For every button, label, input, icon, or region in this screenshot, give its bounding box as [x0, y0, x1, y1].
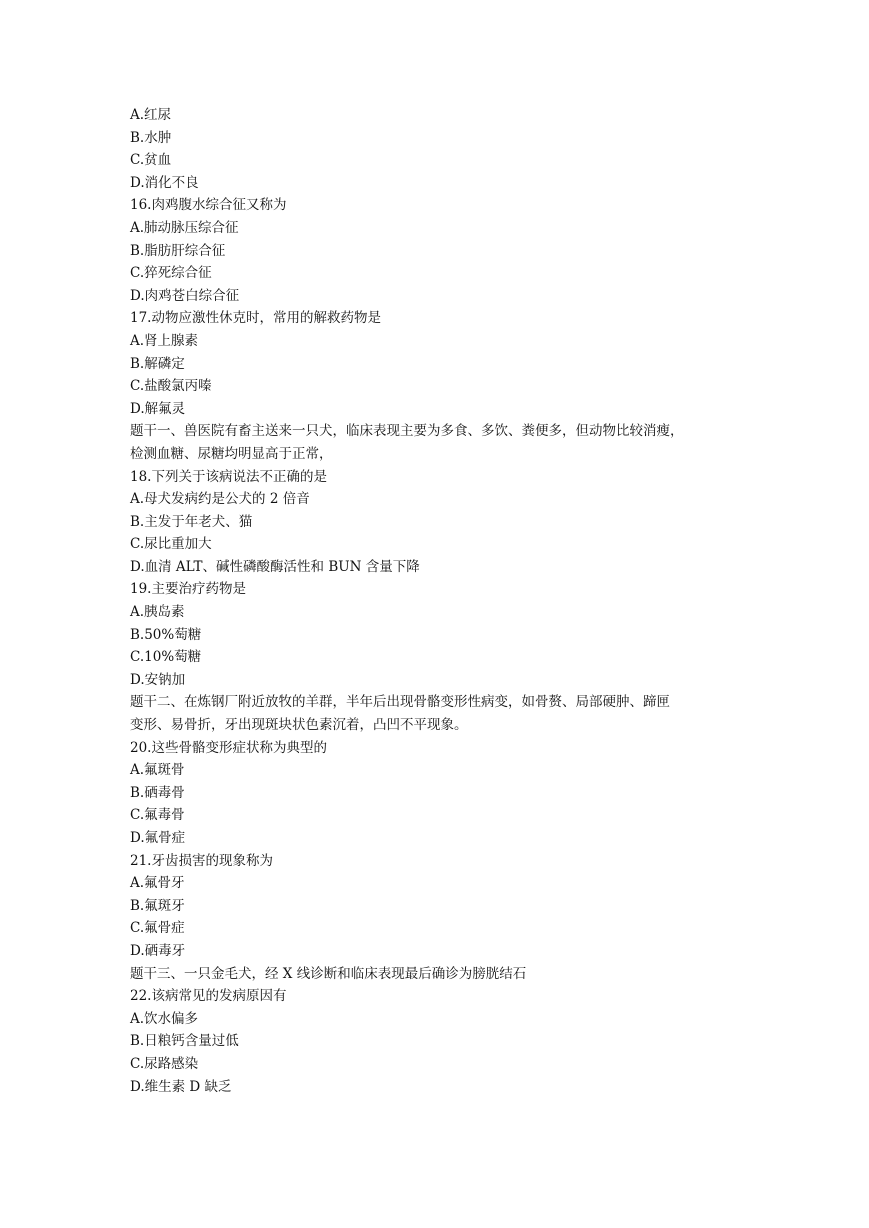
text-line: B.50%萄糖	[130, 626, 202, 643]
text-line: 题干一、兽医院有畜主送来一只犬，临床表现主要为多食、多饮、粪便多，但动物比较消瘦，	[130, 423, 684, 440]
text-line: B.解磷定	[130, 355, 185, 372]
text-line: A.氟骨牙	[130, 875, 185, 892]
text-line: 20.这些骨骼变形症状称为典型的	[130, 739, 327, 756]
text-line: 题干三、一只金毛犬，经 X 线诊断和临床表现最后确诊为膀胱结石	[130, 965, 527, 982]
text-line: 21.牙齿损害的现象称为	[130, 852, 273, 869]
text-line: D.消化不良	[130, 174, 199, 191]
text-line: D.硒毒牙	[130, 942, 186, 959]
text-line: 17.动物应激性休克时，常用的解救药物是	[130, 310, 381, 327]
text-line: D.维生素 D 缺乏	[130, 1078, 232, 1095]
text-line: 变形、易骨折，牙出现斑块状色素沉着，凸凹不平现象。	[130, 717, 468, 734]
text-line: C.10%萄糖	[130, 649, 202, 666]
text-line: C.氟骨症	[130, 920, 185, 937]
text-line: B.水肿	[130, 129, 172, 146]
text-line: 检测血糖、尿糖均明显高于正常，	[130, 445, 333, 462]
text-line: 题干二、在炼钢厂附近放牧的羊群，半年后出现骨骼变形性病变，如骨赘、局部硬肿、蹄匣	[130, 694, 670, 711]
text-line: C.尿路感染	[130, 1055, 199, 1072]
text-line: C.氟毒骨	[130, 807, 185, 824]
text-line: A.肾上腺素	[130, 332, 199, 349]
text-line: 22.该病常见的发病原因有	[130, 988, 287, 1005]
text-line: A.胰岛素	[130, 604, 185, 621]
text-line: B.氟斑牙	[130, 897, 185, 914]
text-line: A.母犬发病约是公犬的 2 倍音	[130, 491, 310, 508]
text-line: D.氟骨症	[130, 830, 186, 846]
text-line: B.脂肪肝综合征	[130, 242, 226, 259]
text-line: A.肺动脉压综合征	[130, 219, 239, 236]
text-line: B.日粮钙含量过低	[130, 1033, 239, 1050]
text-line: A.红尿	[130, 107, 172, 123]
text-line: A.饮水偏多	[130, 1010, 199, 1027]
text-line: C.盐酸氯丙嗪	[130, 378, 212, 395]
text-line: 18.下列关于该病说法不正确的是	[130, 468, 327, 485]
text-line: 19.主要治疗药物是	[130, 581, 246, 598]
text-line: 16.肉鸡腹水综合征又称为	[130, 197, 287, 214]
text-line: C.猝死综合征	[130, 265, 212, 282]
text-line: D.血清 ALT、碱性磷酸酶活性和 BUN 含量下降	[130, 558, 420, 575]
text-line: D.安钠加	[130, 671, 186, 688]
text-line: D.肉鸡苍白综合征	[130, 287, 240, 304]
text-line: C.贫血	[130, 152, 172, 169]
text-line: C.尿比重加大	[130, 536, 212, 553]
text-line: A.氟斑骨	[130, 762, 185, 779]
document-page	[130, 104, 770, 1098]
text-line: D.解氟灵	[130, 400, 186, 417]
text-line: B.主发于年老犬、猫	[130, 513, 253, 530]
text-line: B.硒毒骨	[130, 784, 185, 801]
